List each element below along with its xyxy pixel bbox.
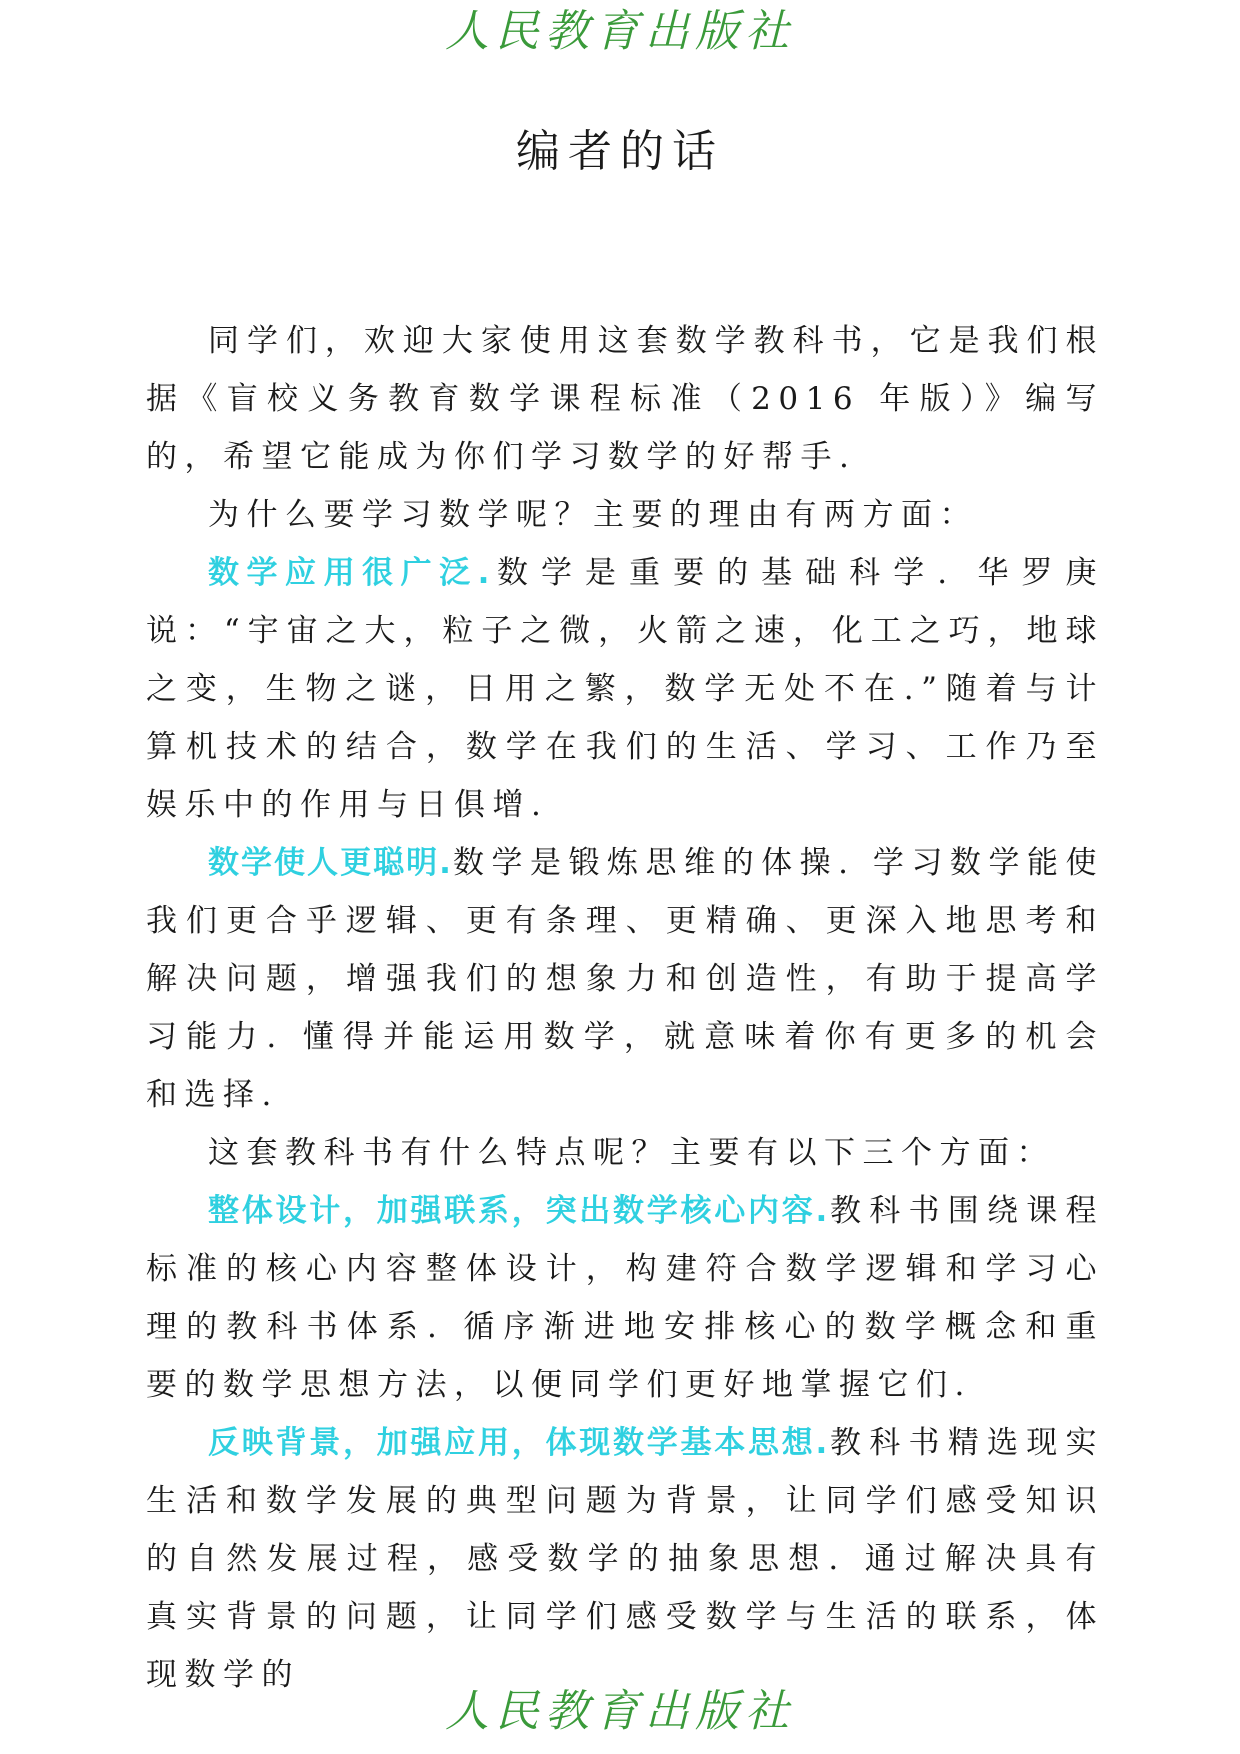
paragraph-lead: 反映背景，加强应用，体现数学基本思想. xyxy=(208,1425,830,1461)
body-text xyxy=(146,312,1104,1704)
paragraph-text: 数学是重要的基础科学. 华罗庚说：“宇宙之大，粒子之微，火箭之速，化工之巧，地球之变，生物之谜，日用之繁，数学无处不在.”随着与计算机技术的结合，数学在我们的生活、学习、工作乃至娱乐中的作用与日俱增. xyxy=(146,555,1104,823)
paragraph-3 xyxy=(146,544,1104,834)
paragraph-7 xyxy=(146,1414,1104,1704)
paragraph-1 xyxy=(146,312,1104,486)
paragraph-text: 这套教科书有什么特点呢？主要有以下三个方面： xyxy=(208,1135,1055,1171)
paragraph-5 xyxy=(146,1124,1104,1182)
paragraph-text: 数学是锻炼思维的体操. 学习数学能使我们更合乎逻辑、更有条理、更精确、更深入地思考和解决问题，增强我们的想象力和创造性，有助于提高学习能力. 懂得并能运用数学，就意味着你有更多的机会和选择. xyxy=(146,845,1104,1113)
paragraph-2 xyxy=(146,486,1104,544)
paragraph-text: 教科书围绕课程标准的核心内容整体设计，构建符合数学逻辑和学习心理的教科书体系. 循序渐进地安排核心的数学概念和重要的数学思想方法，以便同学们更好地掌握它们. xyxy=(146,1193,1105,1403)
publisher-logo-top: 人民教育出版社 xyxy=(445,6,795,57)
paragraph-text: 为什么要学习数学呢？主要的理由有两方面： xyxy=(208,497,978,533)
paragraph-text: 同学们，欢迎大家使用这套数学教科书，它是我们根据《盲校义务教育数学课程标准（2016 年版）》编写的，希望它能成为你们学习数学的好帮手. xyxy=(146,323,1104,475)
paragraph-lead: 数学应用很广泛. xyxy=(208,555,492,591)
paragraph-6 xyxy=(146,1182,1104,1414)
paragraph-lead: 整体设计，加强联系，突出数学核心内容. xyxy=(208,1193,830,1229)
paragraph-text: 教科书精选现实生活和数学发展的典型问题为背景，让同学们感受知识的自然发展过程，感受数学的抽象思想. 通过解决具有真实背景的问题，让同学们感受数学与生活的联系，体现数学的 xyxy=(146,1425,1105,1693)
page-title: 编者的话 xyxy=(516,126,724,177)
paragraph-lead: 数学使人更聪明. xyxy=(208,845,453,881)
publisher-logo-bottom: 人民教育出版社 xyxy=(445,1686,795,1737)
paragraph-4 xyxy=(146,834,1104,1124)
